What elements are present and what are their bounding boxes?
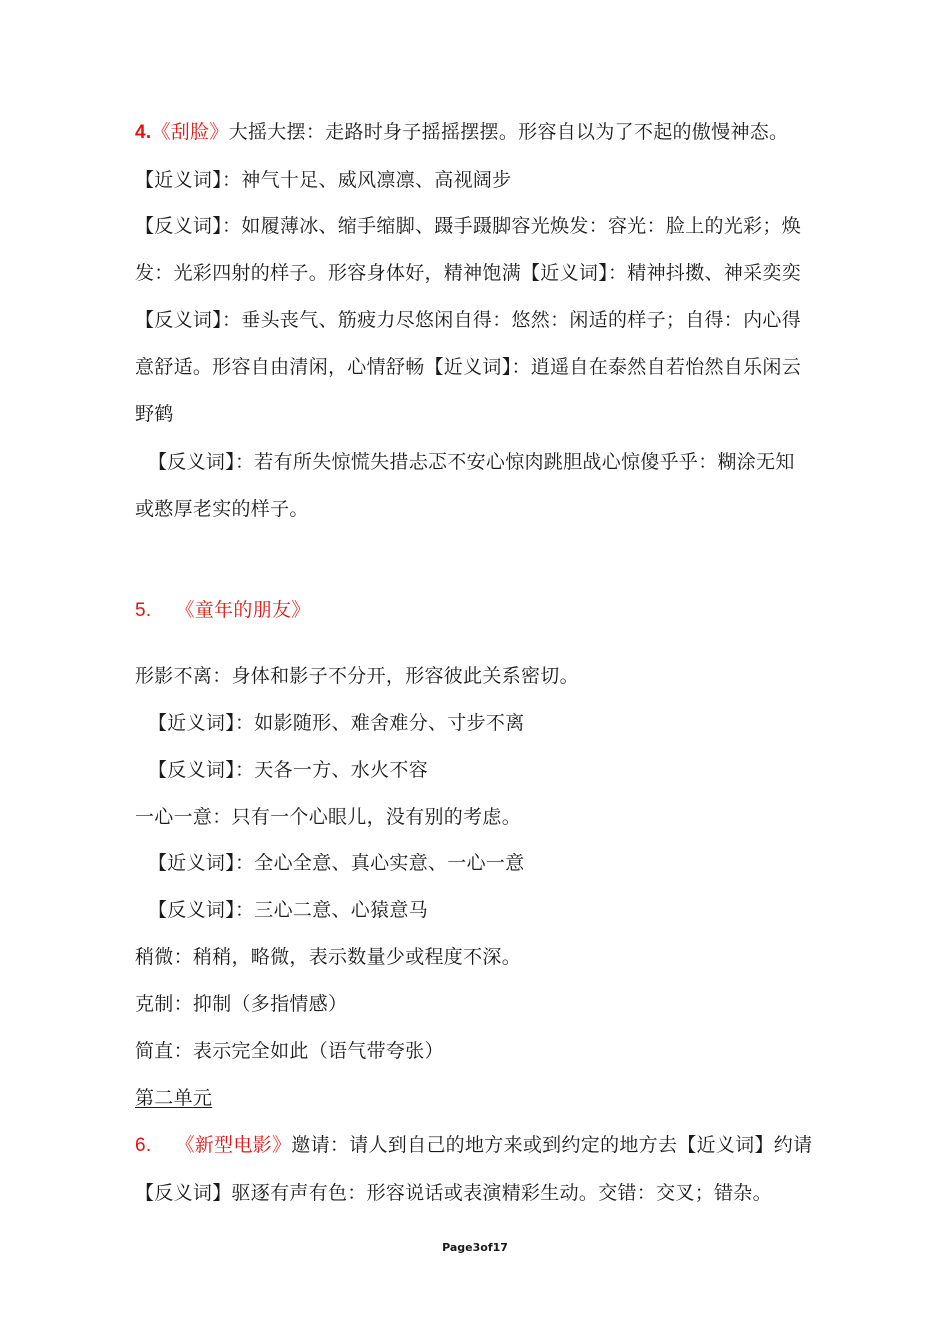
section-4-line-7: 【反义词】：若有所失惊慌失措忐忑不安心惊肉跳胆战心惊傻乎乎：糊涂无知 [148, 451, 795, 473]
section-5-line-6: 稍微：稍稍，略微，表示数量少或程度不深。 [135, 946, 522, 968]
section-5-line-3: 一心一意：只有一个心眼儿，没有别的考虑。 [135, 806, 522, 828]
section-4-line-4: 【反义词】：垂头丧气、筋疲力尽悠闲自得：悠然：闲适的样子；自得：内心得 [135, 309, 802, 331]
section-6-heading-line [135, 1132, 812, 1159]
section-5-line-0: 形影不离：身体和影子不分开，形容彼此关系密切。 [135, 665, 579, 687]
section-5-title: 《童年的朋友》 [175, 599, 311, 621]
section-4-line-2: 【反义词】：如履薄冰、缩手缩脚、蹑手蹑脚容光焕发：容光：脸上的光彩；焕 [135, 215, 802, 237]
section-4-line-0: 大摇大摆：走路时身子摇摇摆摆。形容自以为了不起的傲慢神态。 [228, 121, 789, 143]
section-5-line-1: 【近义词】：如影随形、难舍难分、寸步不离 [148, 712, 525, 734]
section-5-line-8: 简直：表示完全如此（语气带夸张） [135, 1040, 444, 1062]
section-5-line-2: 【反义词】：天各一方、水火不容 [148, 759, 429, 781]
section-4-line-8: 或憨厚老实的样子。 [135, 498, 309, 520]
page-number-footer: Page3of17 [442, 1241, 508, 1254]
section-4-line-3: 发：光彩四射的样子。形容身体好，精神饱满【近义词】：精神抖擞、神采奕奕 [135, 262, 802, 284]
section-6-number: 6. [135, 1135, 152, 1156]
section-6-line-0: 邀请：请人到自己的地方来或到约定的地方去【近义词】约请 [291, 1134, 813, 1156]
section-5-line-7: 克制：抑制（多指情感） [135, 993, 348, 1015]
section-5-heading-line [135, 597, 311, 624]
section-4-line-6: 野鹤 [135, 403, 174, 425]
section-4-heading-line [135, 119, 788, 146]
section-4-line-5: 意舒适。形容自由清闲，心情舒畅【近义词】：逍遥自在泰然自若怡然自乐闲云 [135, 356, 802, 378]
section-5-line-4: 【近义词】：全心全意、真心实意、一心一意 [148, 852, 525, 874]
section-4-title: 《刮脸》 [151, 121, 229, 143]
section-5-number: 5. [135, 600, 152, 621]
unit-heading: 第二单元 [135, 1087, 213, 1109]
section-6-line-1: 【反义词】驱逐有声有色：形容说话或表演精彩生动。交错：交叉；错杂。 [135, 1182, 772, 1204]
section-4-line-1: 【近义词】：神气十足、威风凛凛、高视阔步 [135, 169, 512, 191]
section-5-line-5: 【反义词】：三心二意、心猿意马 [148, 899, 429, 921]
section-4-number: 4. [135, 122, 152, 143]
section-6-title: 《新型电影》 [175, 1134, 292, 1156]
